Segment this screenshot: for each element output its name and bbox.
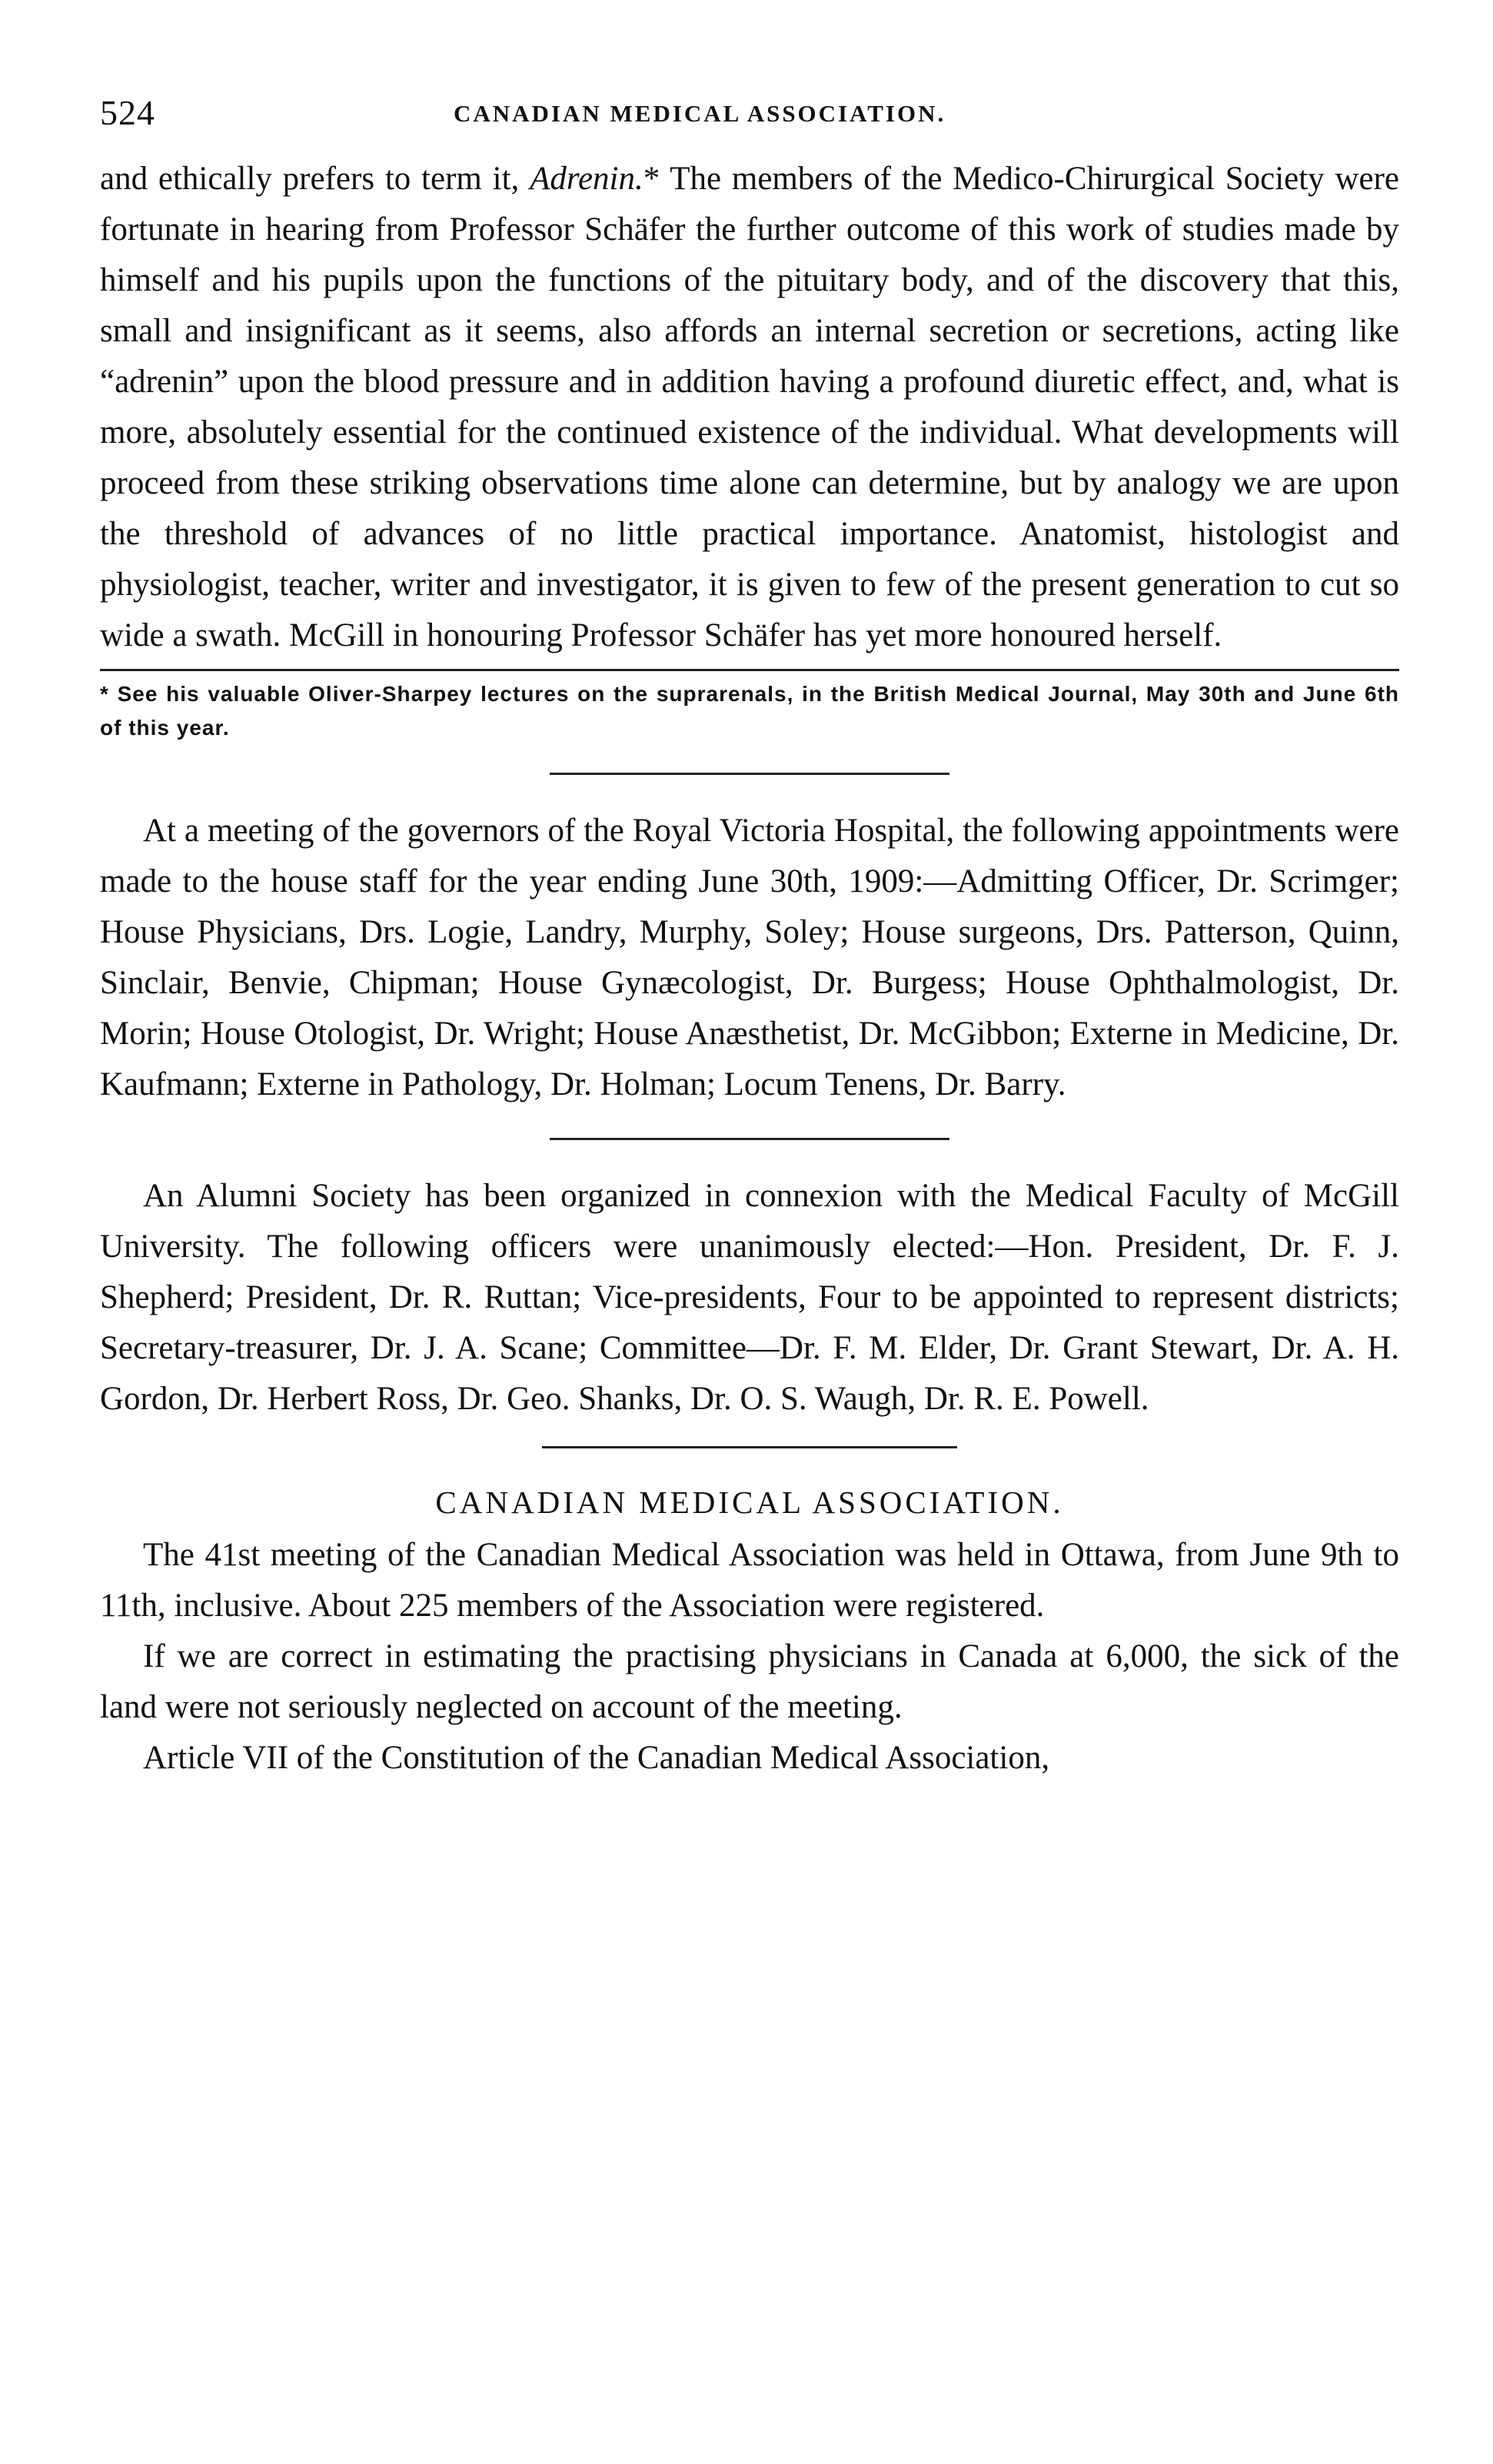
paragraph-adrenin: [100, 154, 1399, 661]
running-head: CANADIAN MEDICAL ASSOCIATION.: [454, 100, 946, 127]
paragraph-practising-physicians: If we are correct in estimating the practising physicians in Canada at 6,000, the sick of the land were not seriously neglected on account of the meeting.: [100, 1638, 1399, 1725]
section-divider: [542, 1446, 957, 1448]
paragraph-alumni-society: An Alumni Society has been organized in connexion with the Medical Faculty of McGill University. The following officers were unanimously elected:—Hon. President, Dr. F. J. Shepherd; President, Dr. R. Ruttan; Vice-presidents, Four to be appointed to represent districts; Secretary-treasurer, Dr. J. A. Scane; Committee—Dr. F. M. Elder, Dr. Grant Stewart, Dr. A. H. Gordon, Dr. Herbert Ross, Dr. Geo. Shanks, Dr. O. S. Waugh, Dr. R. E. Powell.: [100, 1178, 1399, 1417]
section-divider: [550, 773, 949, 775]
paragraph-royal-victoria: At a meeting of the governors of the Royal Victoria Hospital, the following appointments were made to the house staff for the year ending June 30th, 1909:—Admitting Officer, Dr. Scrimger; House Physicians, Drs. Logie, Landry, Murphy, Soley; House surgeons, Drs. Patterson, Quinn, Sinclair, Benvie, Chipman; House Gynæcologist, Dr. Burgess; House Ophthalmologist, Dr. Morin; House Otologist, Dr. Wright; House Anæsthetist, Dr. McGibbon; Externe in Medicine, Dr. Kaufmann; Externe in Pathology, Dr. Holman; Locum Tenens, Dr. Barry.: [100, 813, 1399, 1102]
footnote: * See his valuable Oliver-Sharpey lectures on the suprarenals, in the British Medical Journal, May 30th and June 6th of this year.: [100, 682, 1399, 740]
footnote-divider: [100, 669, 1399, 671]
page-header: [100, 92, 1399, 154]
paragraph-adrenin-body: * The members of the Medico-Chirurgical Society were fortunate in hearing from Professor Schäfer the further outcome of this work of studies made by himself and his pupils upon the functions of the pituitary body, and of the discovery that this, small and insignificant as it seems, also affords an internal secretion or secretions, acting like “adrenin” upon the blood pressure and in addition having a profound diuretic effect, and, what is more, absolutely essential for the continued existence of the individual. What developments will proceed from these striking observations time alone can determine, but by analogy we are upon the threshold of advances of no little practical importance. Anatomist, histologist and physiologist, teacher, writer and investigator, it is given to few of the present generation to cut so wide a swath. McGill in honouring Professor Schäfer has yet more honoured herself.: [100, 161, 1399, 653]
paragraph-article-vii: Article VII of the Constitution of the Canadian Medical Association,: [143, 1740, 1050, 1776]
section-divider: [550, 1138, 949, 1140]
section-heading: CANADIAN MEDICAL ASSOCIATION.: [435, 1485, 1064, 1520]
paragraph-41st-meeting: The 41st meeting of the Canadian Medical Association was held in Ottawa, from June 9th to 11th, inclusive. About 225 members of the Association were registered.: [100, 1537, 1399, 1624]
paragraph-adrenin-prefix: and ethically prefers to term it,: [100, 161, 530, 197]
document-page: [100, 92, 1399, 1784]
page-number: 524: [100, 93, 155, 132]
adrenin-term: Adrenin.: [530, 161, 643, 197]
